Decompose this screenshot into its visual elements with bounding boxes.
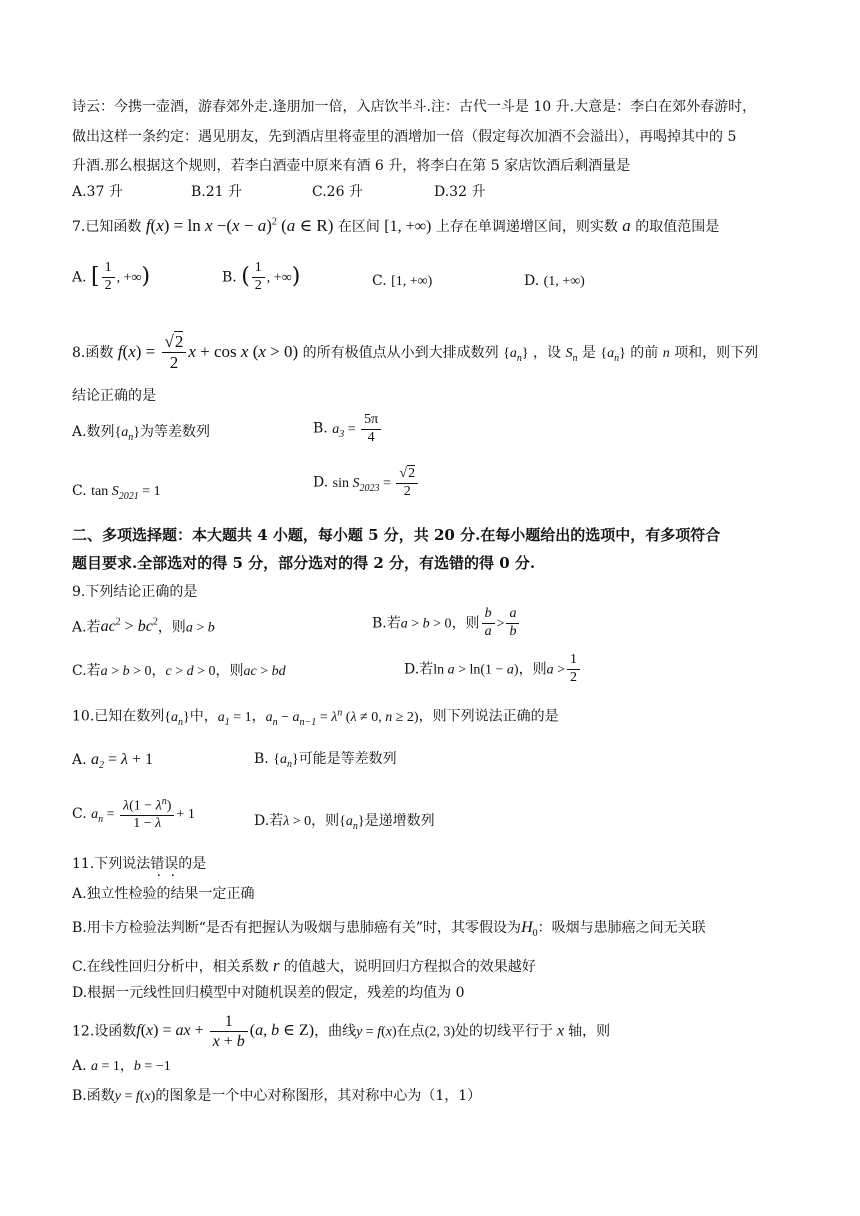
q8-mid-2: ，设 [533,344,561,361]
q10-option-d-prefix: D.若 [254,813,284,829]
q10-mid-1: 中， [189,708,218,725]
q10-option-c-label: C. [72,805,87,822]
q6-option-b: B.21 升 [191,184,243,200]
q7-interval: [1, +∞) [384,218,432,235]
q12-mid-1: ，曲线 [314,1023,357,1040]
q10-stem: 10.已知在数列$\{a_n\}$中，$a_1 = 1$，$a_n - a_{n-1} = \lambda^n$ (λ ≠ 0, n ≥ 2)，则下列说法正确的是 [72,707,559,728]
q10-option-c: C. $a_n$ = $\frac{\lambda(1 - \lambda^n)}{1 - \lambda}$ + 1 [72,796,195,832]
q9-option-b: B.若a > b > 0，则 $\frac{b}{a}$ > $\frac{a}{b}$ [372,606,521,641]
q8-option-d-label: D. [313,474,329,491]
q9-c-mid: ， [151,663,166,679]
q6-option-c: C.26 升 [312,184,363,200]
q9-c-prefix: C.若 [72,663,101,679]
q7-option-b: B. ( $\frac{1}{2}$ , +∞) [222,260,301,293]
q7-suffix-2: 上存在单调递增区间，则实数 [435,219,618,235]
q7-option-d: D. (1, +∞) [524,273,585,289]
q11-option-a: A.独立性检验的结果一定正确 [72,886,255,902]
q10-option-d-suffix: 是递增数列 [364,813,435,829]
q9-c-mid2: ，则 [215,663,244,679]
q9-option-a: A.若$ac^2 > bc^2$，则a > b [72,617,215,636]
q7-suffix-1: 在区间 [337,219,380,235]
q8-stem [72,332,758,374]
q8-option-a: A.数列$\{a_n\}$为等差数列 [72,424,211,443]
q8-prefix: 8.函数 [72,344,114,361]
q7-var-a: a [622,216,631,235]
section2-heading-line-2: 题目要求.全部选对的得 5 分，部分选对的得 2 分，有选错的得 0 分. [72,554,536,572]
q11-option-c-b: 的值越大，说明回归方程拟合的效果越好 [283,959,536,975]
q10-option-a-label: A. [72,752,87,768]
section2-heading-line-1: 二、多项选择题：本大题共 4 小题，每小题 5 分，共 20 分.在每小题给出的选项中，有多项符合 [72,526,721,544]
q11-option-c-a: C.在线性回归分析中，相关系数 [72,959,269,975]
q11-option-d: D.根据一元线性回归模型中对随机误差的假定，残差的均值为 0 [72,985,465,1001]
q12-mid-4: 轴，则 [568,1023,611,1040]
q11-stem-b: 的是 [178,856,207,872]
q11-stem-emphasis-2: 误 [164,856,179,872]
q10-option-a: A. $a_2 = \lambda + 1$ [72,751,154,772]
q8-option-a-suffix: 为等差数列 [140,424,211,440]
q7-option-a-label: A. [72,269,87,286]
q12-option-a-sep: ， [119,1058,134,1074]
q9-b-mid: ，则 [451,615,480,632]
q12-option-a-label: A. [72,1058,87,1074]
q7-formula: $f(x) = \ln x -(x - a)^2$ (a ∈ R) [145,216,334,235]
q11-option-b: B.用卡方检验法判断“是否有把握认为吸烟与患肺癌有关”时，其零假设为$H_0$：吸烟与患肺癌之间无关联 [72,919,706,940]
q8-option-b-label: B. [313,420,328,437]
intro-line-1: 诗云：今携一壶酒，游春郊外走.逢朋加一倍，入店饮半斗.注：古代一斗是 10 升.大意是：李白在郊外春游时， [72,99,757,115]
q9-option-d: D.若ln a > ln(1 − a)，则a > $\frac{1}{2}$ [404,652,582,687]
q10-mid-2: ， [251,708,266,725]
q11-option-b-a: B.用卡方检验法判断“是否有把握认为吸烟与患肺癌有关”时，其零假设为 [72,920,522,936]
q11-stem-a: 11.下列说法 [72,856,151,872]
q8-seq-2: $\{a_n\}$ [600,345,626,364]
q12-mid-2: 在点 [396,1023,425,1040]
q12-option-a: A. a = 1，b = −1 [72,1058,171,1074]
q7-option-d-label: D. [524,273,540,289]
q12-mid-3: 处的切线平行于 [454,1023,553,1040]
intro-line-3: 升酒.那么根据这个规则，若李白酒壶中原来有酒 6 升，将李白在第 5 家店饮酒后剩酒量是 [72,158,631,174]
q8-mid-4: 的前 [630,344,659,361]
q8-n: n [662,345,670,361]
q10-option-d: D.若λ > 0，则$\{a_n\}$是递增数列 [254,813,435,832]
q11-stem-emphasis-1: 错 [150,856,165,872]
q12-option-b-b: 的图象是一个中心对称图形，其对称中心为（1，1） [155,1088,482,1104]
q8-option-c: C. $\tan S_{2021} = 1$ [72,483,161,502]
q7-option-c-label: C. [372,273,387,289]
q10-option-d-mid: ，则 [311,813,340,829]
q8-mid-5: 项和，则下列 [674,344,759,361]
q8-formula: f(x) = $\frac{√2}{2}$ x + cos x (x > 0) [117,332,299,373]
q8-sn: $S_n$ [565,345,578,364]
q12-option-b-a: B.函数 [72,1088,115,1104]
q7-suffix-3: 的取值范围是 [635,219,720,235]
q10-option-b-label: B. [254,751,269,767]
q7-option-b-label: B. [222,269,237,286]
q12-option-b: B.函数y = f(x)的图象是一个中心对称图形，其对称中心为（1，1） [72,1088,482,1104]
q6-option-d: D.32 升 [434,184,486,200]
q9-option-c: C.若a > b > 0，c > d > 0，则ac > bd [72,663,286,679]
q12-prefix: 12.设函数 [72,1023,137,1040]
q7-option-c: C. [1, +∞) [372,273,433,289]
q6-option-a: A.37 升 [72,184,123,200]
q10-prefix: 10.已知在数列 [72,708,165,725]
q8-line-2: 结论正确的是 [72,388,156,404]
q8-option-c-label: C. [72,483,87,499]
q7-option-a: A. [ $\frac{1}{2}$ , +∞) [72,260,151,293]
q11-option-b-b: ：吸烟与患肺癌之间无关联 [537,920,706,936]
q7-stem [72,215,719,238]
q7-prefix: 7.已知函数 [72,219,142,235]
q10-suffix: ，则下列说法正确的是 [418,708,559,725]
q9-a-mid: ，则 [157,619,186,636]
q9-a-prefix: A.若 [72,619,101,636]
q11-stem [72,855,206,873]
q9-b-prefix: B.若 [372,615,401,632]
q8-option-d: D. $\sin S_{2023}$ = $\frac{√2}{2}$ [313,466,420,501]
q8-option-a-prefix: A.数列 [72,424,115,440]
intro-line-2: 做出这样一条约定：遇见朋友，先到酒店里将壶里的酒增加一倍（假定每次加酒不会溢出），再喝掉其中的 5 [72,129,737,145]
q12-stem: 12.设函数f(x) = ax + $\frac{1}{x + b}$ (a, b ∈ Z)，曲线y = f(x)在点(2, 3)处的切线平行于 x 轴，则 [72,1013,611,1051]
q11-option-c: C.在线性回归分析中，相关系数 r 的值越大，说明回归方程拟合的效果越好 [72,956,536,975]
q8-mid-1: 的所有极值点从小到大排成数列 [302,344,499,361]
q8-seq: $\{a_n\}$ [503,345,529,364]
q9-d-prefix: D.若 [404,661,434,678]
q9-d-mid: ，则 [518,661,547,678]
q9-stem: 9.下列结论正确的是 [72,584,198,600]
q8-mid-3: 是 [581,344,596,361]
q8-option-b: B. $a_3$ = $\frac{5\pi}{4}$ [313,412,383,447]
q10-option-b-suffix: 可能是等差数列 [298,751,397,767]
q10-option-b: B. $\{a_n\}$可能是等差数列 [254,751,397,770]
